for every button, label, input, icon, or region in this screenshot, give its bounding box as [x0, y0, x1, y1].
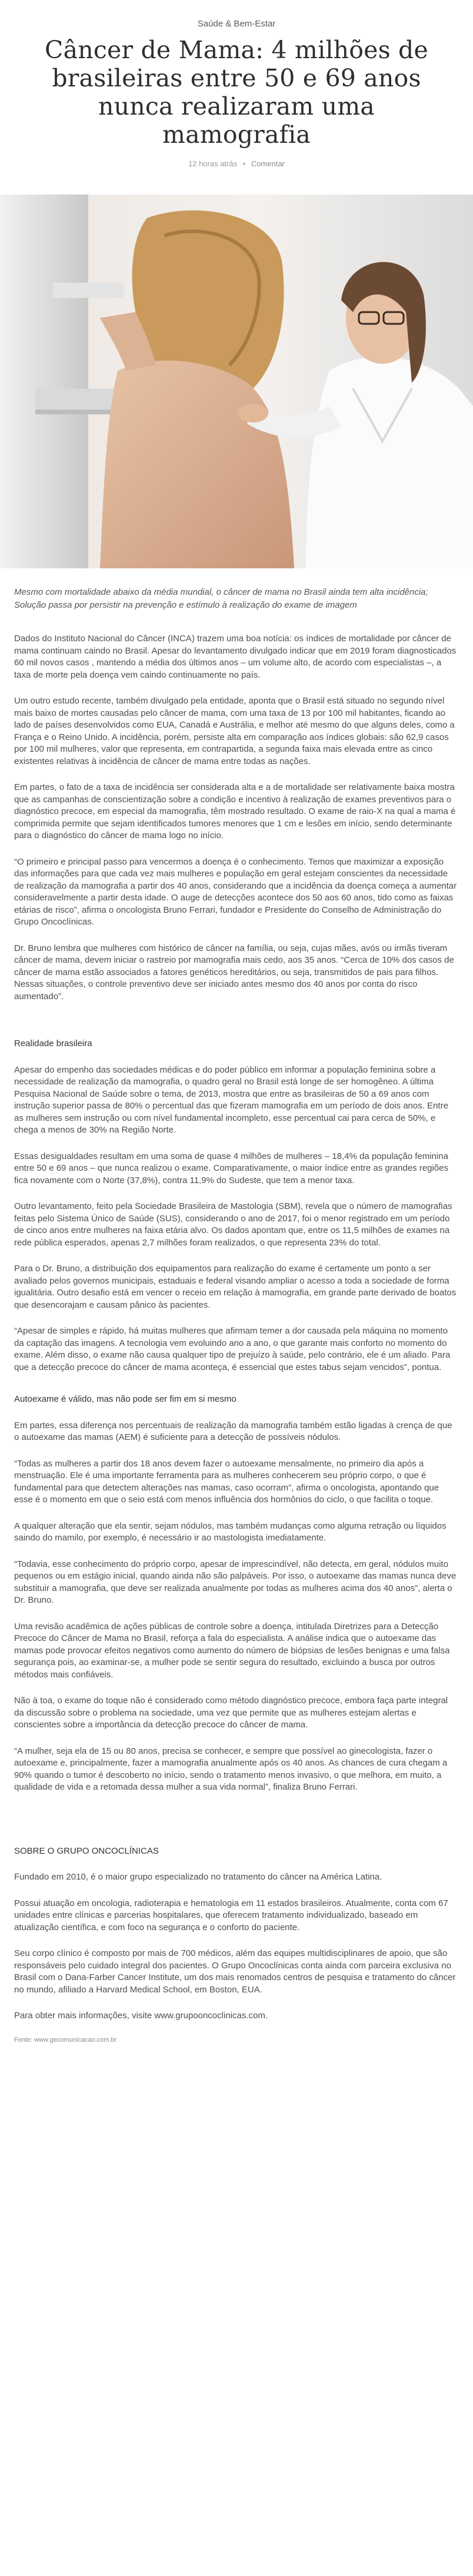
- section-heading: SOBRE O GRUPO ONCOCLÍNICAS: [14, 1845, 159, 1856]
- comment-link[interactable]: Comentar: [251, 159, 285, 168]
- paragraph: Uma revisão acadêmica de ações públicas de controle sobre a doença, intitulada Diretrizes para a Detecção Precoce do Câncer de Mama no Brasil, reforça a fala do especialista. A análise indica que o autoexame das mamas pode provocar efeitos negativos como aumento do número de biópsias de lesões benignas e uma falsa segurança pois, ao examinar-se, a mulher pode se sentir segura do resultado, excluindo a busca por outros métodos mais confiáveis.: [14, 1621, 450, 1680]
- paragraph: Seu corpo clínico é composto por mais de 700 médicos, além das equipes multidisciplinares de apoio, que são responsáveis pelo cuidado integral dos pacientes. O Grupo Oncoclínicas conta ainda com parceira exclusiva no Brasil com o Dana-Farber Cancer Institute, um dos mais renomados centros de pesquisa e tratamento do câncer no mundo, afiliado a Harvard Medical School, em Boston, EUA.: [14, 1948, 456, 1995]
- source-credit: Fonte: www.gecomunicacao.com.br: [14, 2036, 117, 2044]
- paragraph: A qualquer alteração que ela sentir, sejam nódulos, mas também mudanças como alguma retração ou líquidos saindo do mamilo, por exemplo, é necessário ir ao mastologista imediatamente.: [14, 1520, 447, 1543]
- paragraph: Outro levantamento, feito pela Sociedade Brasileira de Mastologia (SBM), revela que o número de mamografias feitas pelo Sistema Único de Saúde (SUS), considerando o ano de 2017, foi o menor registrado em um período de cinco anos entre mulheres na faixa etária alvo. Os dados apontam que, entre os 11,5 milhões de exames na rede pública esperados, apenas 2,7 milhões foram realizados, o que representa 23% do total.: [14, 1201, 452, 1248]
- paragraph: Essas desigualdades resultam em uma soma de quase 4 milhões de mulheres – 18,4% da população feminina entre 50 e 69 anos – que nunca realizou o exame. Comparativamente, o maior índice entre as grandes regiões fica novamente com o Norte (37,8%), contra 11,9% do Sudeste, que tem a menor taxa.: [14, 1151, 448, 1185]
- paragraph: Para obter mais informações, visite www.grupooncoclinicas.com.: [14, 2011, 268, 2021]
- hero-photo: [0, 195, 473, 568]
- section-heading: Autoexame é válido, mas não pode ser fim em si mesmo: [14, 1394, 236, 1404]
- paragraph: “Todas as mulheres a partir dos 18 anos devem fazer o autoexame mensalmente, no primeiro dia após a menstruação. Ele é uma importante ferramenta para as mulheres conhecerem seu próprio corpo, o que é fundamental para que detectem alterações nas mamas, caso ocorram”, afirma o oncologista, apontando que esse é o momento em que o seio está com menos influência dos hormônios do ciclo, o que facilita o toque.: [14, 1458, 439, 1505]
- paragraph: Apesar do empenho das sociedades médicas e do poder público em informar a população feminina sobre a necessidade de realização da mamografia, o quadro geral no Brasil está longe de ser homogêneo. A última Pesquisa Nacional de Saúde sobre o tema, de 2013, mostra que entre as brasileiras de 50 a 69 anos com instrução superior passa de 80% o percentual das que fizeram mamografia em um período de dois anos. Entre as mulheres sem instrução ou com nível fundamental incompleto, esse percentual cai para cerca de 50%, e chega a menos de 30% na Região Norte.: [14, 1064, 448, 1135]
- category-label[interactable]: Saúde & Bem-Estar: [197, 19, 276, 29]
- paragraph: “Todavia, esse conhecimento do próprio corpo, apesar de imprescindível, não detecta, em geral, nódulos muito pequenos ou em estágio inicial, quando ainda não são palpáveis. Por isso, o autoexame das mamas nunca deve substituir a mamografia, que deve ser realizada anualmente por todas as mulheres acima dos 40 anos”, alerta o Dr. Bruno.: [14, 1559, 457, 1605]
- meta-separator: •: [242, 159, 246, 168]
- paragraph: Em partes, essa diferença nos percentuais de realização da mamografia também estão ligadas à crença de que o autoexame das mamas (AEM) é suficiente para a detecção de possíveis nódulos.: [14, 1420, 452, 1442]
- publish-time: 12 horas atrás: [188, 159, 238, 168]
- paragraph: Fundado em 2010, é o maior grupo especializado no tratamento do câncer na América Latina.: [14, 1872, 382, 1882]
- paragraph: Para o Dr. Bruno, a distribuição dos equipamentos para realização do exame é certamente um ponto a ser avaliado pelos governos municipais, estaduais e federal visando ampliar o acesso a toda a sociedade de forma igualitária. Outro desafio está em vencer o receio em relação à mamografia, em grande parte derivado de boatos que desencorajam e causam pânico às pacientes.: [14, 1264, 457, 1310]
- paragraph: Um outro estudo recente, também divulgado pela entidade, aponta que o Brasil está situado no segundo nível mais baixo de mortes causadas pelo câncer de mama, com uma taxa de 13 por 100 mil habitantes, ficando ao lado de países desenvolvidos como EUA, Canadá e Austrália, e melhor até mesmo do que alguns deles, como a França e o Reino Unido. A incidência, porém, persiste alta em comparação aos índices globais: são 62,9 casos por 100 mil mulheres, valor que representa, em contrapartida, a segunda faixa mais elevada entre as cinco existentes relativas à incidência de câncer de mama entre todas as nações.: [14, 696, 455, 766]
- paragraph: “Apesar de simples e rápido, há muitas mulheres que afirmam temer a dor causada pela máquina no momento da captação das imagens. A tecnologia vem evoluindo ano a ano, o que garante mais conforto no momento do exame. Além disso, o exame não causa qualquer tipo de prejuízo à saúde, pelo contrário, ele é um aliado. Para que a detecção precoce do câncer de mama aconteça, é essencial que estes tabus sejam vencidos”, pontua.: [14, 1326, 451, 1372]
- paragraph: Dados do Instituto Nacional do Câncer (INCA) trazem uma boa notícia: os índices de mortalidade por câncer de mama continuam caindo no Brasil. Apesar do levantamento divulgado indicar que em 2019 foram diagnosticados 60 mil novos casos , mantendo a média dos últimos anos – um volume alto, de acordo com especialistas –, a taxa de morte pela doença vem caindo continuamente no país.: [14, 634, 457, 680]
- paragraph: “A mulher, seja ela de 15 ou 80 anos, precisa se conhecer, e sempre que possível ao ginecologista, fazer o autoexame e, principalmente, fazer a mamografia anualmente após os 40 anos. As chances de cura chegam a 90% quando o tumor é descoberto no início, sendo o tratamento menos invasivo, o que melhora, em muito, a qualidade de vida e a retomada dessa mulher a sua vida normal”, finaliza Bruno Ferrari.: [14, 1746, 448, 1792]
- section-heading: Realidade brasileira: [14, 1039, 92, 1049]
- article-title: Câncer de Mama: 4 milhões de brasileiras entre 50 e 69 anos nunca realizaram uma mamografia: [45, 36, 428, 149]
- article-body: [14, 633, 459, 2022]
- paragraph: “O primeiro e principal passo para vencermos a doença é o conhecimento. Temos que maximizar a exposição das informações para que cada vez mais mulheres e população em geral estejam conscientes da necessidade de realização da mamografia a partir dos 40 anos, considerando que a incidência da doença começa a aumentar consideravelmente a partir desta idade. O auge de detecções acontece dos 50 aos 60 anos, tido como as faixas etárias de risco”, afirma o oncologista Bruno Ferrari, fundador e Presidente do Conselho de Administração do Grupo Oncoclínicas.: [14, 856, 457, 927]
- image-caption: Mesmo com mortalidade abaixo da média mundial, o câncer de mama no Brasil ainda tem alta incidência; Solução passa por persistir na prevenção e estímulo à realização do exame de imagem: [14, 587, 428, 610]
- paragraph: Possui atuação em oncologia, radioterapia e hematologia em 11 estados brasileiros. Atualmente, conta com 67 unidades entre clínicas e parcerias hospitalares, que oferecem tratamento individualizado, baseado em atualização científica, e com foco na segurança e o conforto do paciente.: [14, 1898, 448, 1932]
- paragraph: Dr. Bruno lembra que mulheres com histórico de câncer na família, ou seja, cujas mães, avós ou irmãs tiveram câncer de mama, devem iniciar o rastreio por mamografia mais cedo, aos 35 anos. “Cerca de 10% dos casos de câncer de mama estão associados a fatores genéticos hereditários, ou seja, transmitidos de pais para filhos. Nessas situações, o controle preventivo deve ser iniciado antes mesmo dos 40 anos por conta do risco aumentado”.: [14, 943, 454, 1001]
- paragraph: Em partes, o fato de a taxa de incidência ser considerada alta e a de mortalidade ser relativamente baixa mostra que as campanhas de conscientização sobre a condição e incentivo à realização de exames preventivos para o diagnóstico precoce, em especial da mamografia, têm mostrado resultado. O exame de raio-X na qual a mama é comprimida permite que sejam identificados tumores menores que 1 cm e lesões em início, sendo determinante para o diagnóstico do câncer de mama logo no início.: [14, 782, 456, 840]
- paragraph: Não à toa, o exame do toque não é considerado como método diagnóstico precoce, embora faça parte integral da discussão sobre o problema na sociedade, uma vez que permite que as mulheres estejam alertas e conscientes sobre a importância da detecção precoce do câncer de mama.: [14, 1696, 448, 1730]
- article-meta: [0, 159, 473, 171]
